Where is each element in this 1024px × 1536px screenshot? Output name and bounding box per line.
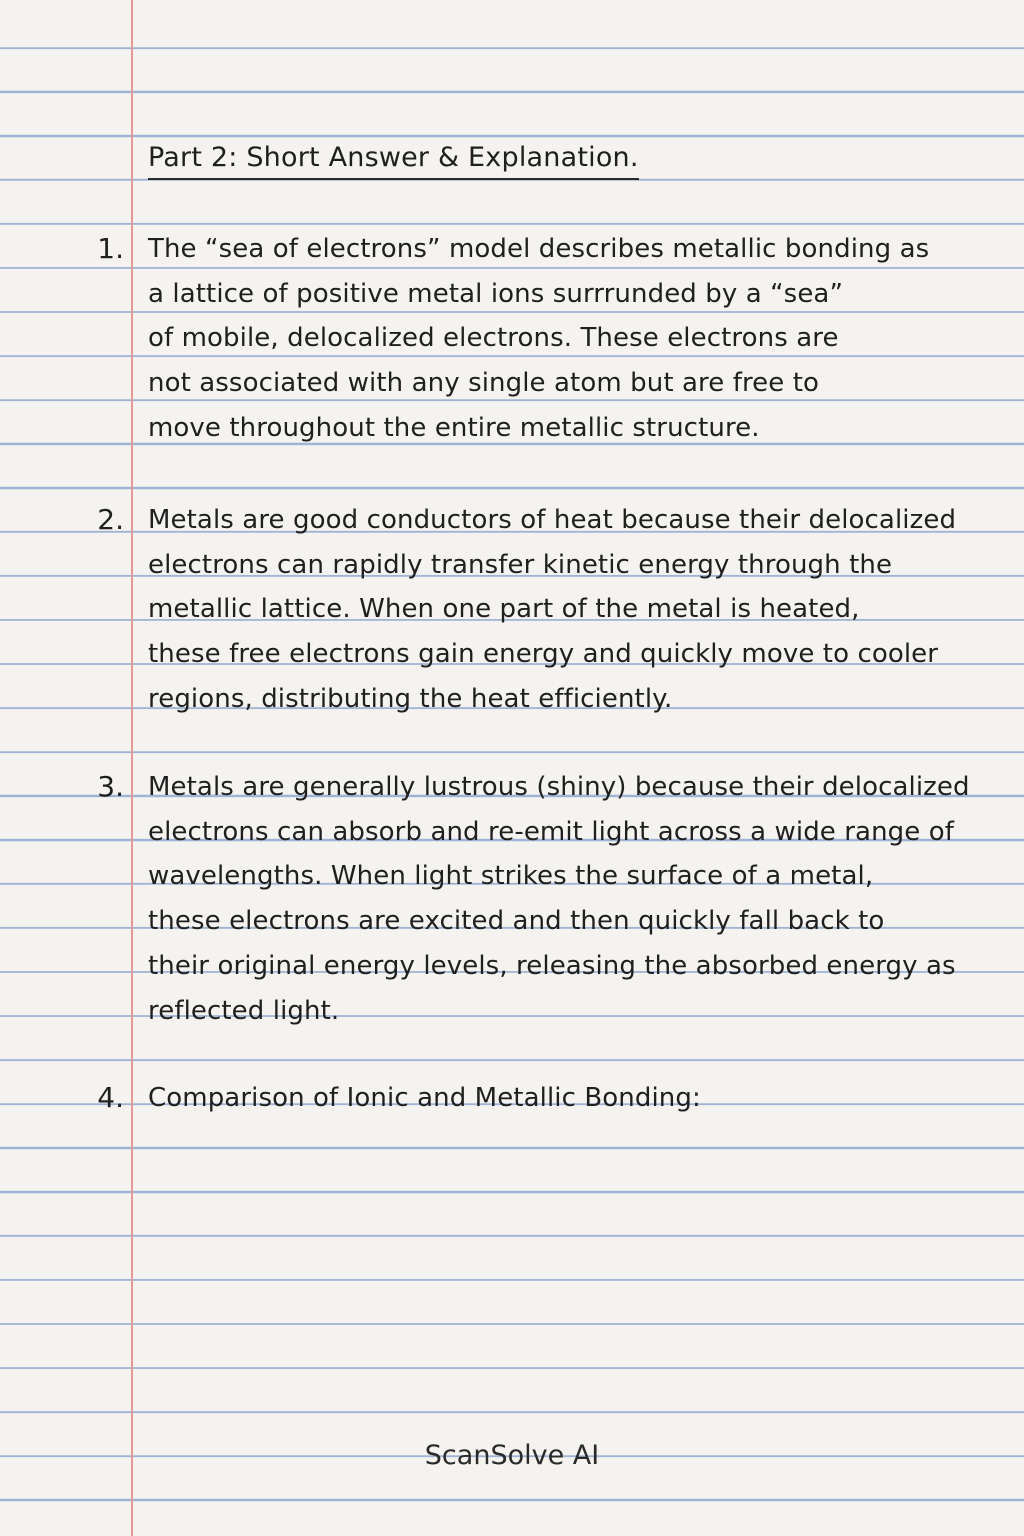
text-line: reflected light. <box>148 995 340 1026</box>
text-line: Comparison of Ionic and Metallic Bonding: <box>148 1083 701 1113</box>
text-line: these electrons are excited and then quickly fall back to <box>148 906 885 937</box>
answer-text <box>148 227 998 451</box>
answer-text <box>148 498 998 722</box>
text-line: of mobile, delocalized electrons. These electrons are <box>148 323 839 354</box>
text-line: wavelengths. When light strikes the surface of a metal, <box>148 861 874 892</box>
text-line: electrons can absorb and re-emit light across a wide range of <box>148 816 954 847</box>
margin-line <box>131 0 133 1536</box>
answer-text <box>148 1076 998 1121</box>
text-line: move throughout the entire metallic structure. <box>148 412 760 443</box>
item-number: 4. <box>97 1081 124 1114</box>
text-line: not associated with any single atom but are free to <box>148 368 820 399</box>
text-line: Metals are generally lustrous (shiny) because their delocalized <box>148 772 970 802</box>
page-title: Part 2: Short Answer & Explanation. <box>148 140 639 180</box>
text-line: electrons can rapidly transfer kinetic energy through the <box>148 549 893 580</box>
text-line: regions, distributing the heat efficiently. <box>148 683 673 714</box>
answer-text <box>148 765 998 1033</box>
text-line: their original energy levels, releasing the absorbed energy as <box>148 950 956 981</box>
text-line: The “sea of electrons” model describes metallic bonding as <box>148 234 930 264</box>
text-line: Metals are good conductors of heat because their delocalized <box>148 505 957 535</box>
item-number: 3. <box>97 770 124 803</box>
text-line: metallic lattice. When one part of the metal is heated, <box>148 594 860 625</box>
text-line: a lattice of positive metal ions surrrunded by a “sea” <box>148 278 844 309</box>
item-number: 2. <box>97 503 124 536</box>
text-line: these free electrons gain energy and quickly move to cooler <box>148 639 939 670</box>
item-number: 1. <box>97 232 124 265</box>
watermark-footer: ScanSolve AI <box>424 1440 600 1471</box>
